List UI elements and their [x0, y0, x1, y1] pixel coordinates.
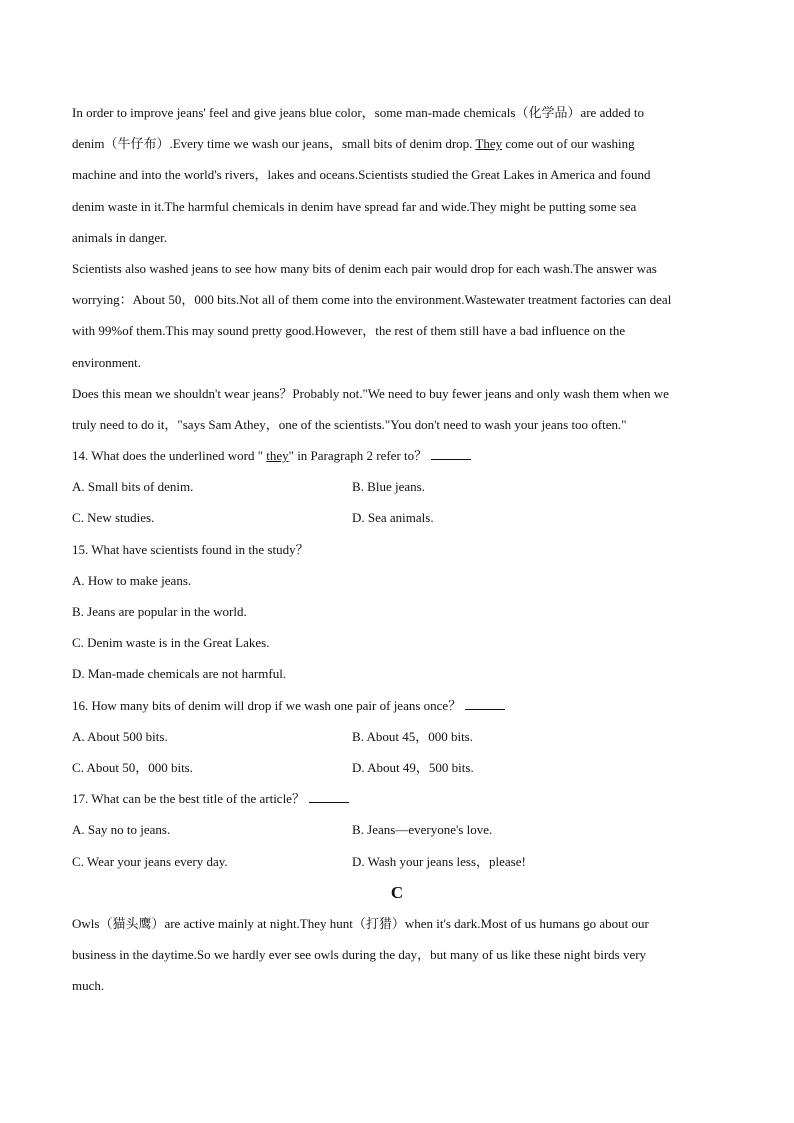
option[interactable]: B. About 45，000 bits. [352, 728, 473, 744]
answer-blank[interactable] [431, 447, 471, 460]
options-row [72, 814, 722, 845]
underlined-word: they [266, 448, 289, 464]
question-stem [72, 783, 722, 814]
passage-line: environment. [72, 354, 141, 370]
question-text: 16. How many bits of denim will drop if we wash one pair of jeans once？ [72, 697, 462, 713]
passage-line: truly need to do it，"says Sam Athey，one of the scientists."You don't need to wash your jeans too often." [72, 416, 627, 432]
question-stem [72, 690, 722, 721]
answer-blank[interactable] [309, 790, 349, 803]
option[interactable]: B. Jeans are popular in the world. [72, 604, 247, 619]
options-row [72, 471, 722, 502]
passage-line: Scientists also washed jeans to see how many bits of denim each pair would drop for each wash.The answer was [72, 260, 657, 276]
passage-line: much. [72, 978, 105, 994]
question-stem [72, 440, 722, 471]
underlined-word: They [475, 136, 503, 152]
passage-line: animals in danger. [72, 229, 167, 245]
option[interactable]: C. Denim waste is in the Great Lakes. [72, 635, 270, 651]
option[interactable]: B. Blue jeans. [352, 479, 425, 495]
option[interactable]: A. How to make jeans. [72, 572, 192, 588]
answer-blank[interactable] [465, 697, 505, 710]
question-text: 14. What does the underlined word " [72, 448, 267, 464]
passage-line: business in the daytime.So we hardly ever see owls during the day，but many of us like these night birds very [72, 947, 647, 963]
passage-line: Owls（猫头鹰）are active mainly at night.They hunt（打猎）when it's dark.Most of us humans go about our [72, 915, 649, 931]
option[interactable]: D. About 49，500 bits. [352, 759, 474, 775]
passage-line: denim waste in it.The harmful chemicals in denim have spread far and wide.They might be putting some sea [72, 198, 637, 214]
options-row [72, 721, 722, 752]
passage-line [72, 128, 722, 159]
options-row [72, 502, 722, 533]
passage-text: denim（牛仔布）.Every time we wash our jeans，small bits of denim drop. [72, 136, 476, 152]
option[interactable]: D. Sea animals. [352, 510, 434, 526]
passage-line: Does this mean we shouldn't wear jeans？Probably not."We need to buy fewer jeans and only wash them when we [72, 385, 669, 401]
option[interactable]: A. Say no to jeans. [72, 822, 171, 838]
option[interactable]: D. Wash your jeans less，please! [352, 853, 526, 869]
options-row [72, 752, 722, 783]
option[interactable]: C. New studies. [72, 510, 155, 526]
passage-line: with 99%of them.This may sound pretty good.However，the rest of them still have a bad influence on the [72, 323, 626, 339]
option[interactable]: A. About 500 bits. [72, 728, 168, 744]
option[interactable]: C. About 50，000 bits. [72, 759, 193, 775]
passage-line: machine and into the world's rivers，lakes and oceans.Scientists studied the Great Lakes in America and found [72, 167, 651, 183]
question-text: " in Paragraph 2 refer to？ [288, 448, 428, 464]
options-row [72, 846, 722, 877]
option[interactable]: D. Man-made chemicals are not harmful. [72, 666, 287, 682]
question-text: 17. What can be the best title of the article？ [72, 791, 305, 807]
passage-line: In order to improve jeans' feel and give jeans blue color，some man-made chemicals（化学品）are added to [72, 105, 644, 120]
passage-line: worrying：About 50，000 bits.Not all of them come into the environment.Wastewater treatment factories can deal [72, 292, 672, 308]
passage-text: come out of our washing [502, 136, 635, 152]
question-stem: 15. What have scientists found in the study？ [72, 541, 309, 557]
section-heading: C [390, 882, 404, 902]
option[interactable]: C. Wear your jeans every day. [72, 853, 228, 869]
option[interactable]: A. Small bits of denim. [72, 479, 194, 495]
option[interactable]: B. Jeans—everyone's love. [352, 822, 493, 838]
reading-passage [72, 97, 722, 1001]
